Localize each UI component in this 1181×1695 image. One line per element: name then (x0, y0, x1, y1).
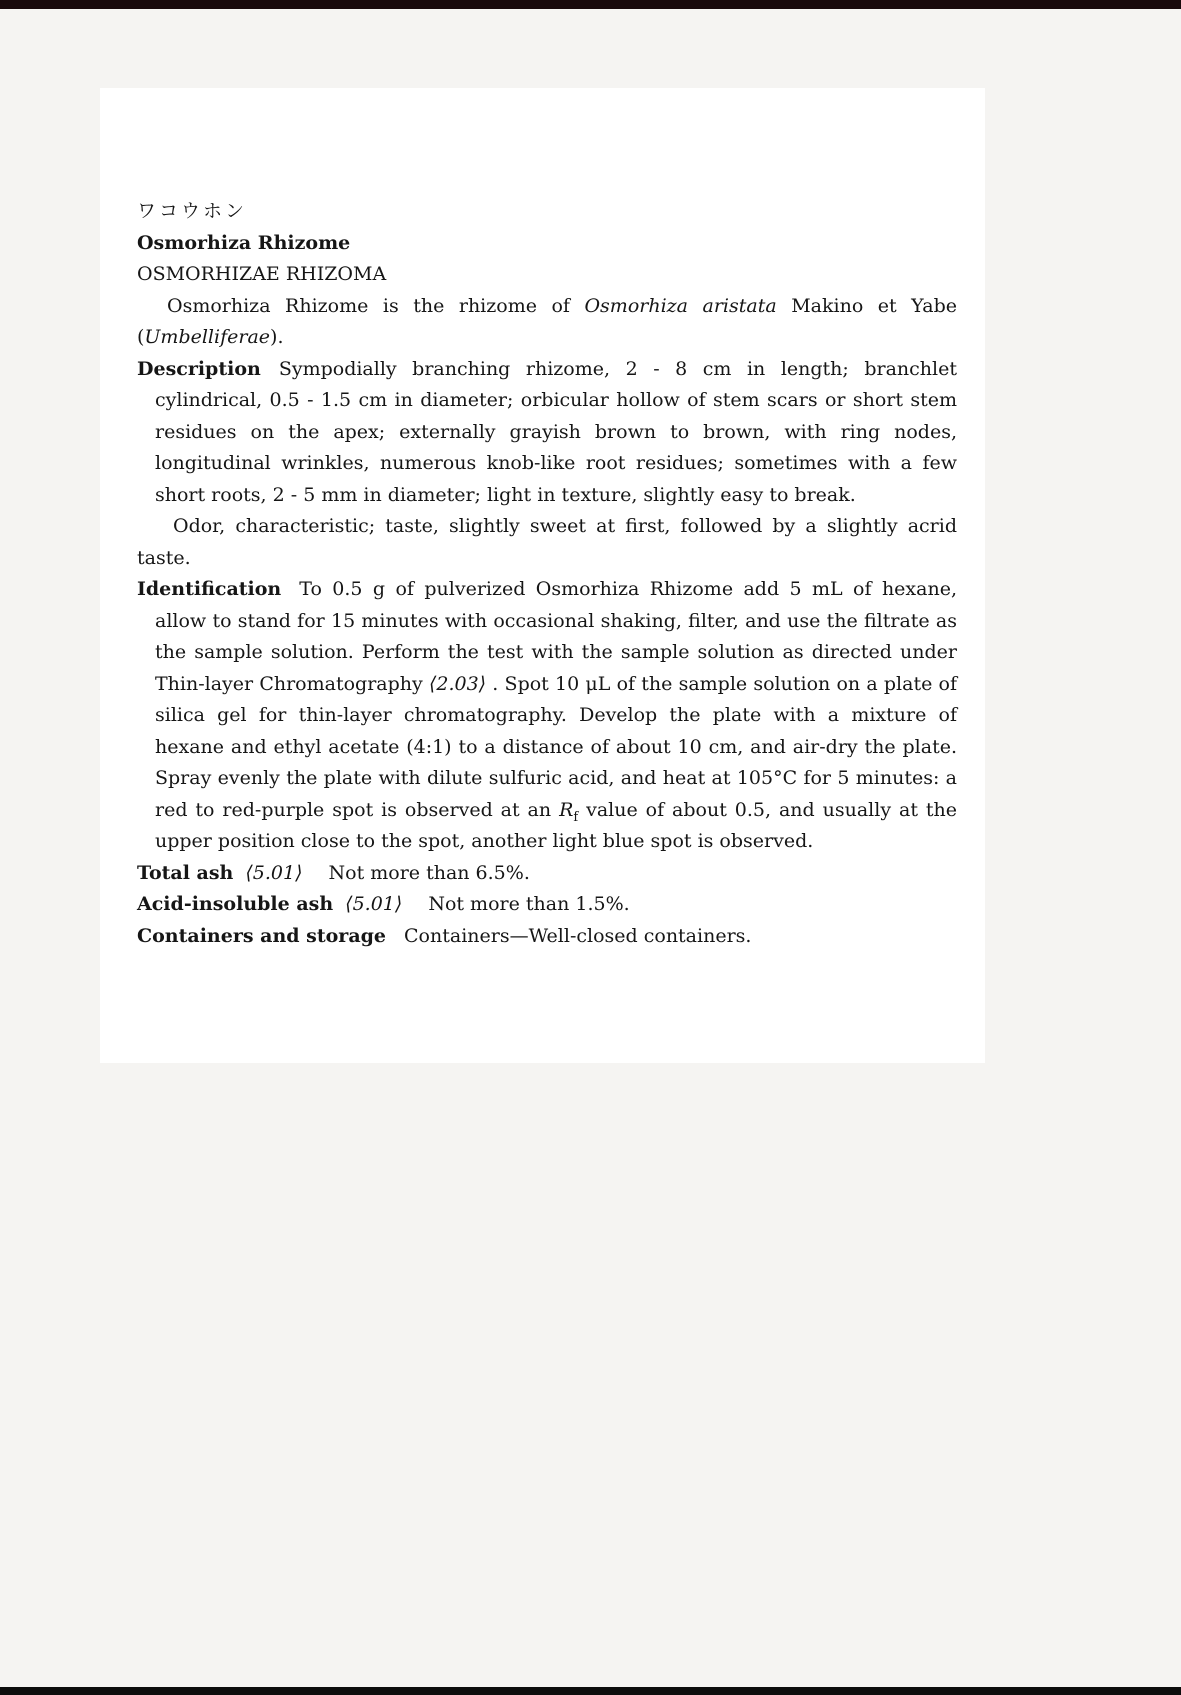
rf-subscript: f (573, 809, 579, 825)
identification-paragraph (137, 574, 957, 858)
rf-symbol: R (559, 798, 574, 821)
containers-storage-label: Containers and storage (137, 924, 387, 947)
species-name: Osmorhiza aristata (584, 294, 777, 317)
total-ash-value: Not more than 6.5%. (328, 861, 530, 884)
chapter-reference-5-01: ⟨5.01⟩ (245, 861, 303, 884)
title-english: Osmorhiza Rhizome (137, 231, 351, 254)
scan-edge-top (0, 0, 1181, 9)
odor-paragraph: Odor, characteristic; taste, slightly sweet at first, followed by a slightly acrid taste. (137, 515, 957, 569)
scan-edge-bottom (0, 1687, 1181, 1695)
identification-text-3: value of about 0.5, and usually at the upper position close to the spot, another light blue spot is observed. (155, 798, 957, 852)
acid-insoluble-ash-label: Acid-insoluble ash (137, 893, 334, 915)
description-paragraph (137, 354, 957, 512)
identification-text-1: To 0.5 g of pulverized Osmorhiza Rhizome add 5 mL of hexane, allow to stand for 15 minutes with occasional shaking, filter, and use the filtrate as the sample solution. Perform the test with the sample solution as directed under Thin-layer Chromatography (155, 578, 957, 695)
acid-insoluble-ash-line (137, 889, 957, 921)
identification-label: Identification (137, 578, 282, 600)
description-label: Description (137, 357, 261, 380)
kana-title: ワコウホン (137, 200, 248, 222)
title-latin: OSMORHIZAE RHIZOMA (137, 263, 387, 285)
total-ash-line (137, 858, 957, 890)
intro-text-2: Makino et Yabe ( (137, 294, 957, 348)
intro-paragraph (137, 291, 957, 354)
family-name: Umbelliferae (144, 326, 271, 348)
containers-storage-line (137, 921, 957, 953)
chapter-reference-5-01: ⟨5.01⟩ (345, 893, 403, 915)
containers-storage-value: Containers—Well-closed containers. (404, 924, 752, 947)
chapter-reference-2-03: ⟨2.03⟩ (428, 672, 487, 695)
intro-text-1: Osmorhiza Rhizome is the rhizome of (167, 294, 585, 317)
monograph-content (100, 88, 985, 952)
intro-text-3: ). (270, 326, 284, 348)
total-ash-label: Total ash (137, 861, 234, 884)
description-body: Sympodially branching rhizome, 2 - 8 cm in length; branchlet cylindrical, 0.5 - 1.5 cm in diameter; orbicular hollow of stem scars or short stem residues on the apex; externally grayish brown to brown, with ring nodes, longitudinal wrinkles, numerous knob-like root residues; sometimes with a few short roots, 2 - 5 mm in diameter; light in texture, slightly easy to break. (155, 357, 957, 506)
paper-page (100, 88, 985, 1063)
acid-insoluble-ash-value: Not more than 1.5%. (428, 893, 630, 915)
identification-text-2: . Spot 10 μL of the sample solution on a plate of silica gel for thin-layer chromatography. Develop the plate with a mixture of hexane and ethyl acetate (4:1) to a distance of about 10 cm, and air-dry the plate. Spray evenly the plate with dilute sulfuric acid, and heat at 105°C for 5 minutes: a red to red-purple spot is observed at an (155, 672, 958, 821)
